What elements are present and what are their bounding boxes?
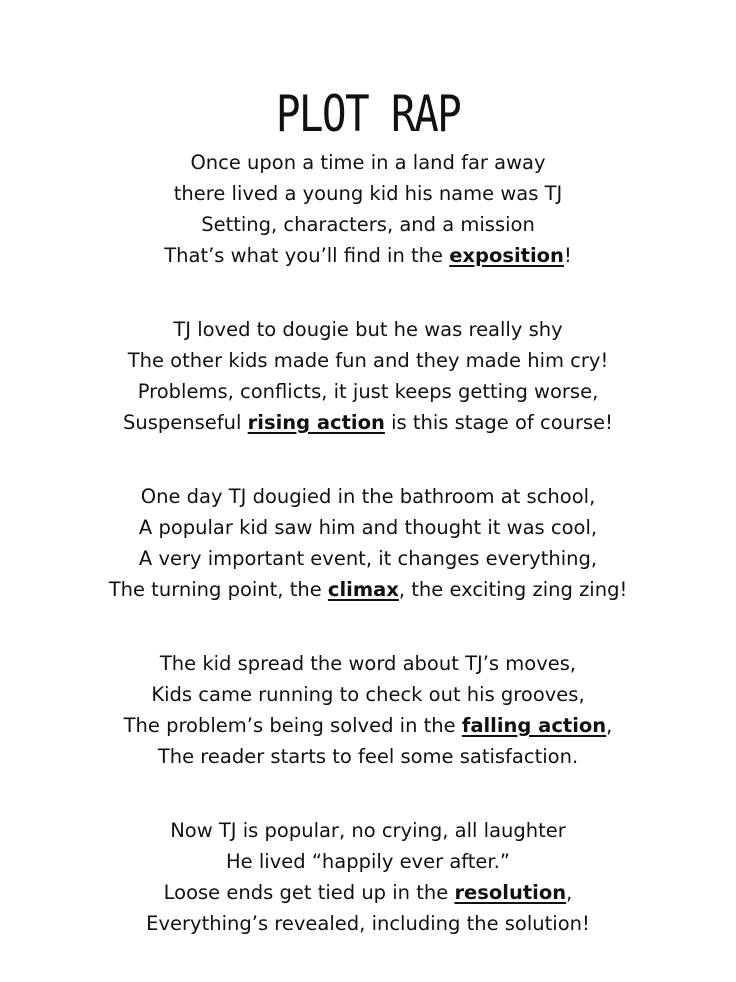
line-text-before: The turning point, the [108,578,328,601]
poem-line [0,710,736,741]
poem-line: TJ loved to dougie but he was really shy [173,318,563,341]
plot-term: rising action [247,411,385,434]
poem-stanza [0,481,736,605]
poem-line: Kids came running to check out his grooves, [151,683,585,706]
line-text-after: , the exciting zing zing! [398,578,628,601]
line-text-before: That’s what you’ll find in the [164,244,450,267]
poem-line: Problems, conflicts, it just keeps getting worse, [137,380,599,403]
poem-line: One day TJ dougied in the bathroom at school, [140,485,596,508]
poem-line: The kid spread the word about TJ’s moves, [159,652,577,675]
poem [0,147,736,982]
plot-term: exposition [449,244,564,267]
poem-line: The other kids made fun and they made him cry! [127,349,609,372]
line-text-after: , [606,714,613,737]
poem-line [0,407,736,438]
poem-line: there lived a young kid his name was TJ [173,182,563,205]
poem-line: Setting, characters, and a mission [201,213,535,236]
plot-term: falling action [461,714,607,737]
poem-stanza [0,815,736,939]
line-text-before: Suspenseful [123,411,248,434]
line-text-before: Loose ends get tied up in the [163,881,455,904]
poem-line: The reader starts to feel some satisfaction. [157,745,579,768]
poem-stanza [0,147,736,271]
line-text-after: ! [563,244,572,267]
poem-line: Once upon a time in a land far away [190,151,546,174]
poem-stanza [0,314,736,438]
line-text-after: , [566,881,573,904]
line-text-before: The problem’s being solved in the [123,714,462,737]
poem-line: A very important event, it changes everything, [138,547,598,570]
plot-term: climax [327,578,399,601]
poem-line: He lived “happily ever after.” [226,850,510,873]
poem-stanza [0,648,736,772]
poem-line: A popular kid saw him and thought it was cool, [138,516,598,539]
poem-line [0,574,736,605]
page-title: PLOT RAP [275,84,461,143]
poem-line: Now TJ is popular, no crying, all laughter [170,819,566,842]
line-text-after: is this stage of course! [384,411,613,434]
poem-line [0,877,736,908]
poem-line [0,240,736,271]
poem-line: Everything’s revealed, including the solution! [146,912,590,935]
plot-term: resolution [454,881,567,904]
